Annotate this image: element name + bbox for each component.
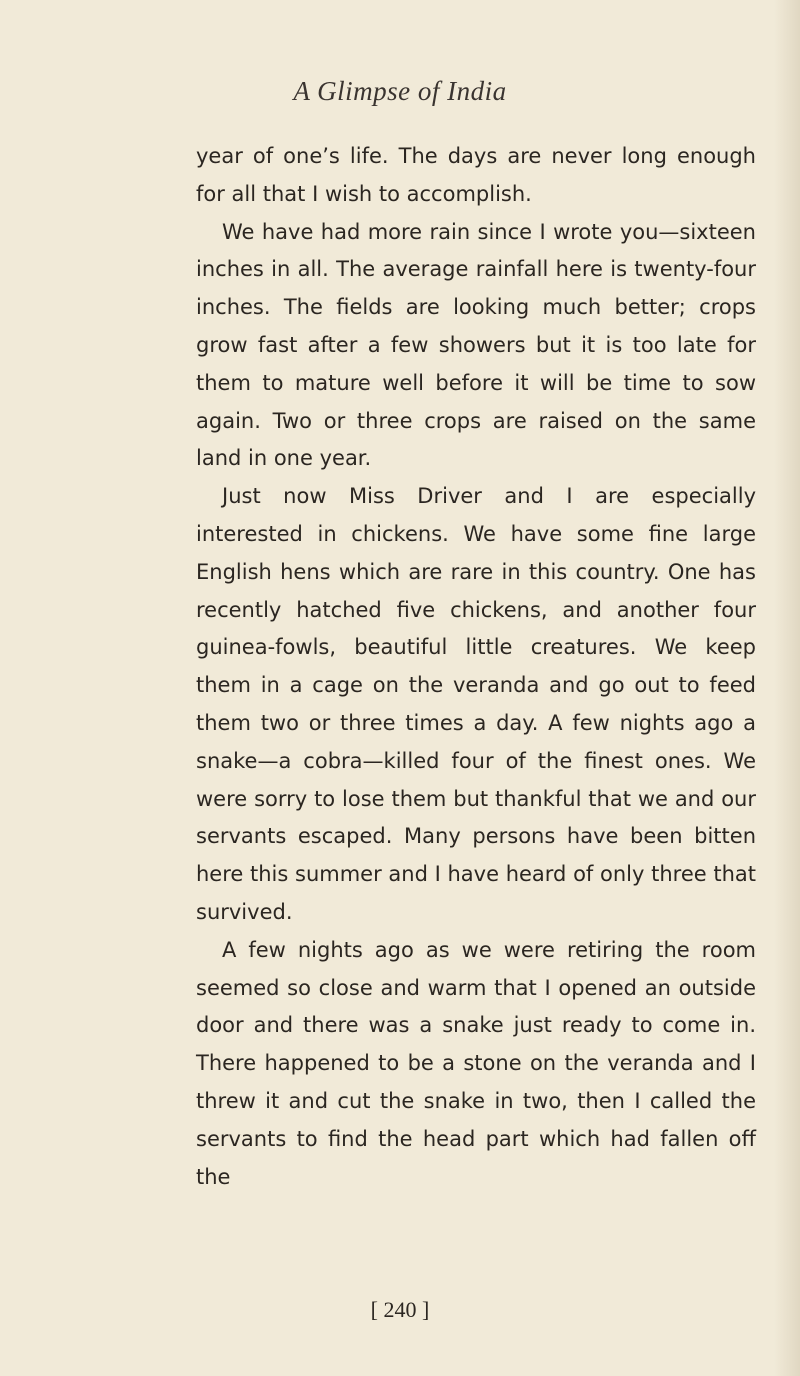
paragraph-snake: A few nights ago as we were retiring the room seemed so close and warm that I opened an outside door and there was a snake just ready to come in. There happened to be a stone on the veranda and I threw it and cut the snake in two, then I called the servants to find the head part which had fallen off the [196,937,756,1189]
paragraph-chickens: Just now Miss Driver and I are especially interested in chickens. We have some fine large English hens which are rare in this country. One has recently hatched five chickens, and another four guinea-fowls, beautiful little creatures. We keep them in a cage on the veranda and go out to feed them two or three times a day. A few nights ago a snake—a cobra—killed four of the finest ones. We were sorry to lose them but thankful that we and our servants escaped. Many persons have been bitten here this summer and I have heard of only three that survived. [196,484,756,924]
running-head: A Glimpse of India [293,76,507,106]
body-text [196,138,756,1196]
paragraph-rainfall: We have had more rain since I wrote you—sixteen inches in all. The average rainfall here is twenty-four inches. The fields are looking much better; crops grow fast after a few showers but it is too late for them to mature well before it will be time to sow again. Two or three crops are raised on the same land in one year. [196,219,756,471]
page-edge-shadow [774,0,800,1376]
paragraph-continued: year of one’s life. The days are never long enough for all that I wish to accomplish. [196,144,756,206]
page-number: [ 240 ] [370,1297,430,1322]
